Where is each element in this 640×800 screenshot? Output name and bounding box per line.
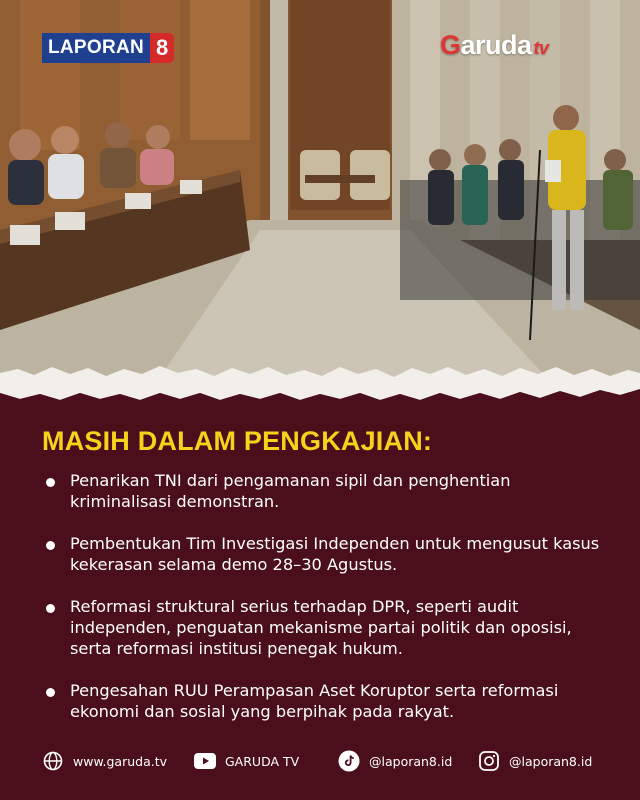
globe-icon bbox=[42, 750, 64, 772]
bullet-text: Reformasi struktural serius terhadap DPR, seperti audit independen, penguatan mekanisme partai politik dan oposisi, serta reformasi institusi penegak hukum. bbox=[70, 597, 572, 658]
youtube-icon bbox=[194, 750, 216, 772]
laporan8-logo bbox=[42, 33, 174, 63]
laporan8-logo-number: 8 bbox=[150, 33, 174, 63]
list-item bbox=[42, 596, 602, 659]
bullet-text: Penarikan TNI dari pengamanan sipil dan penghentian kriminalisasi demonstran. bbox=[70, 471, 511, 511]
garudatv-logo-tv: tv bbox=[533, 38, 549, 58]
footer-website-label: www.garuda.tv bbox=[73, 753, 168, 769]
list-item bbox=[42, 680, 602, 722]
bullet-list bbox=[42, 470, 602, 743]
footer-instagram-label: @laporan8.id bbox=[509, 753, 593, 769]
bullet-dot-icon bbox=[46, 541, 55, 550]
bullet-text: Pengesahan RUU Perampasan Aset Koruptor serta reformasi ekonomi dan sosial yang berpihak pada rakyat. bbox=[70, 681, 559, 721]
footer-tiktok-label: @laporan8.id bbox=[369, 753, 453, 769]
footer-youtube-label: GARUDA TV bbox=[225, 753, 300, 769]
laporan8-logo-word: LAPORAN bbox=[42, 33, 150, 63]
hearing-photo bbox=[0, 0, 640, 392]
headline: MASIH DALAM PENGKAJIAN: bbox=[42, 426, 433, 456]
content-panel bbox=[0, 400, 640, 800]
footer-tiktok[interactable] bbox=[338, 750, 452, 772]
tiktok-icon bbox=[338, 750, 360, 772]
footer-instagram[interactable] bbox=[478, 750, 592, 772]
instagram-icon bbox=[478, 750, 500, 772]
bullet-dot-icon bbox=[46, 604, 55, 613]
footer-website[interactable] bbox=[42, 750, 167, 772]
garudatv-logo-g: G bbox=[440, 30, 461, 60]
garudatv-logo bbox=[440, 30, 549, 62]
garudatv-logo-word: aruda bbox=[460, 30, 532, 60]
bullet-text: Pembentukan Tim Investigasi Independen untuk mengusut kasus kekerasan selama demo 28–30 Agustus. bbox=[70, 534, 600, 574]
footer-youtube[interactable] bbox=[194, 750, 299, 772]
list-item bbox=[42, 470, 602, 512]
bullet-dot-icon bbox=[46, 688, 55, 697]
social-footer bbox=[0, 746, 640, 776]
bullet-dot-icon bbox=[46, 478, 55, 487]
list-item bbox=[42, 533, 602, 575]
